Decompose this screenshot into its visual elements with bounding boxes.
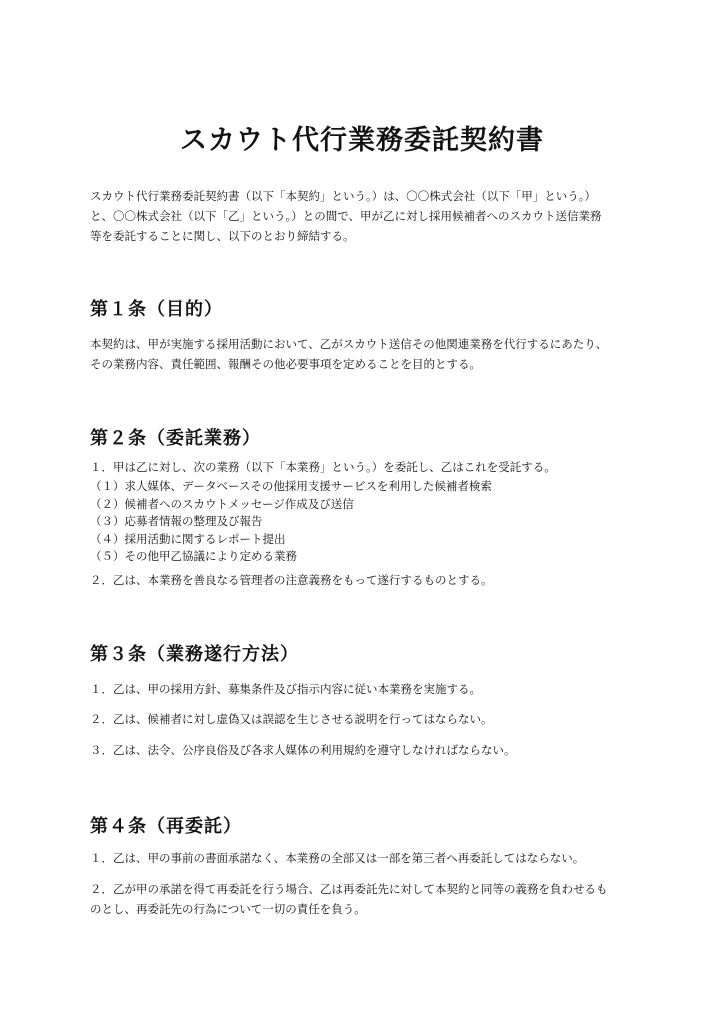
preamble-line: スカウト代行業務委託契約書（以下「本契約」という。）は、〇〇株式会社（以下「甲」という。） [90, 189, 596, 203]
list-item: （２）候補者へのスカウトメッセージ作成及び送信 [90, 496, 354, 511]
list-item: （５）その他甲乙協議により定める業務 [90, 549, 297, 563]
article-1-line: 本契約は、甲が実施する採用活動において、乙がスカウト送信その他関連業務を代行するにあたり、 [90, 337, 608, 351]
article-1-paragraph [90, 334, 638, 374]
article-1-heading: 第１条（目的） [90, 299, 223, 320]
article-2-clause-2: ２．乙は、本業務を善良なる管理者の注意義務をもって遂行するものとする。 [90, 573, 493, 587]
list-item: （３）応募者情報の整理及び報告 [90, 514, 263, 528]
list-item: （４）採用活動に関するレポート提出 [90, 531, 286, 546]
article-2-clause-1: １．甲は乙に対し、次の業務（以下「本業務」という。）を委託し、乙はこれを受託する。 [90, 460, 556, 474]
document-title: スカウト代行業務委託契約書 [180, 125, 544, 156]
article-3-clause-1: １．乙は、甲の採用方針、募集条件及び指示内容に従い本業務を実施する。 [90, 682, 481, 696]
article-3-clause-2: ２．乙は、候補者に対し虚偽又は誤認を生じさせる説明を行ってはならない。 [90, 712, 493, 726]
article-4-clause-2 [90, 879, 638, 919]
article-4-clause-1: １．乙は、甲の事前の書面承諾なく、本業務の全部又は一部を第三者へ再委託してはならない。 [90, 851, 585, 865]
article-4-heading: 第４条（再委託） [90, 816, 242, 837]
article-4-line: ２．乙が甲の承諾を得て再委託を行う場合、乙は再委託先に対して本契約と同等の義務を負わせるも [90, 882, 608, 896]
article-2-item-list [90, 478, 638, 566]
preamble-paragraph [90, 186, 638, 246]
preamble-line: 等を委託することに関し、以下のとおり締結する。 [90, 229, 355, 243]
article-1-line: その業務内容、責任範囲、報酬その他必要事項を定めることを目的とする。 [90, 357, 481, 371]
article-2-heading: 第２条（委託業務） [90, 428, 261, 449]
list-item: （１）求人媒体、データベースその他採用支援サービスを利用した候補者検索 [90, 479, 492, 493]
article-3-heading: 第３条（業務遂行方法） [90, 644, 299, 665]
article-4-line: のとし、再委託先の行為について一切の責任を負う。 [90, 902, 366, 916]
article-3-clause-3: ３．乙は、法令、公序良俗及び各求人媒体の利用規約を遵守しなければならない。 [90, 743, 516, 757]
preamble-line: と、〇〇株式会社（以下「乙」という。）との間で、甲が乙に対し採用候補者へのスカウト送信業務 [90, 209, 602, 223]
